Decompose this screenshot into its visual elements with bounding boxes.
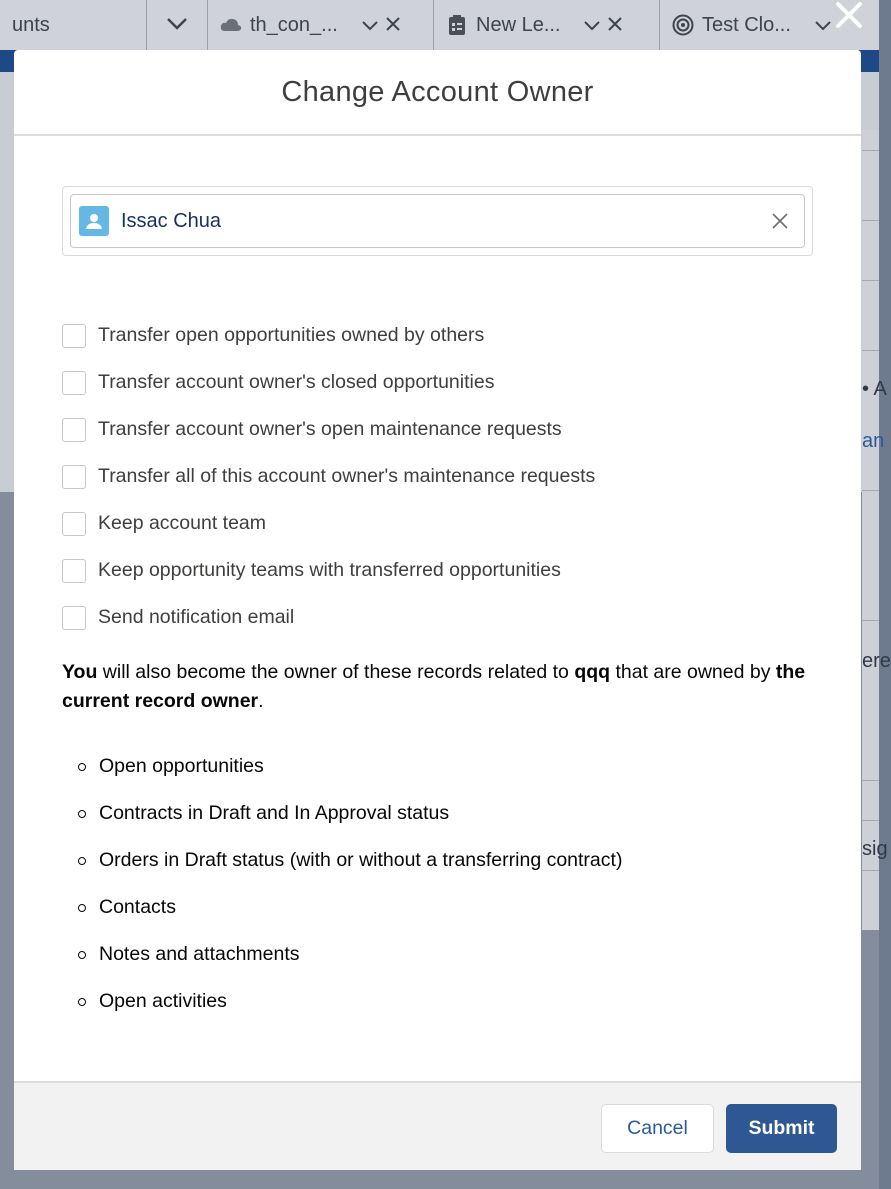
list-item-label: Contacts [99,896,176,918]
cloud-icon [220,14,242,36]
checkbox[interactable] [62,324,86,348]
clear-selection-button[interactable] [768,209,792,233]
option-label: Send notification email [98,606,295,628]
checkbox[interactable] [62,371,86,395]
modal-close-button[interactable] [832,0,866,32]
change-owner-modal [14,50,861,1170]
option-transfer-all-maintenance[interactable] [62,453,822,500]
tab-bar [0,0,879,50]
close-icon [834,0,864,30]
tab-label: New Le... [476,13,561,36]
background-right-panel [862,130,891,930]
note-text: that are owned by [610,661,776,683]
tab-label: th_con_... [250,13,338,36]
owner-lookup-value: Issac Chua [121,209,222,232]
owner-lookup-container [62,186,813,256]
cancel-button[interactable]: Cancel [601,1104,714,1153]
bullet-icon [78,998,86,1006]
option-label: Keep account team [98,512,267,534]
bullet-icon [78,763,86,771]
modal-footer [14,1081,861,1170]
checkbox[interactable] [62,465,86,489]
option-transfer-open-maintenance[interactable] [62,406,822,453]
checkbox[interactable] [62,418,86,442]
tab-label: unts [12,13,50,36]
modal-header [14,50,861,136]
list-item [78,884,818,931]
bullet-icon [78,857,86,865]
list-item-label: Contracts in Draft and In Approval status [99,802,450,824]
note-text: . [258,690,264,712]
tab-overflow-button[interactable] [147,0,208,50]
list-item-label: Open opportunities [99,755,264,777]
ownership-note [62,658,822,716]
list-item [78,931,818,978]
note-record-name: qqq [574,661,611,683]
close-icon[interactable] [608,15,622,36]
list-item-label: Open activities [99,990,227,1012]
option-transfer-open-opps-others[interactable] [62,312,822,359]
background-text: • A [862,378,887,400]
chevron-down-icon[interactable] [815,15,831,36]
chevron-down-icon [166,14,188,37]
background-text: ere [862,650,891,672]
chevron-down-icon[interactable] [362,15,378,36]
bullet-icon [78,810,86,818]
list-item [78,837,818,884]
option-label: Transfer account owner's open maintenance requests [98,418,562,440]
list-item-label: Notes and attachments [99,943,300,965]
list-item [78,743,818,790]
close-icon[interactable] [386,15,400,36]
list-item [78,978,818,1025]
bullet-icon [78,951,86,959]
transfer-options [62,312,822,641]
tab-accounts[interactable] [0,0,147,50]
related-records-list [78,743,818,1025]
option-send-notification-email[interactable] [62,594,822,641]
checkbox[interactable] [62,606,86,630]
option-transfer-closed-opps[interactable] [62,359,822,406]
owner-lookup-field[interactable] [70,194,805,248]
chevron-down-icon[interactable] [584,15,600,36]
option-label: Transfer account owner's closed opportunities [98,371,495,393]
target-icon [672,14,694,36]
tab-new-lead[interactable] [434,0,660,50]
background-link[interactable]: an [862,430,885,452]
option-label: Transfer open opportunities owned by others [98,324,485,346]
list-item-label: Orders in Draft status (with or without a transferring contract) [99,849,623,871]
note-you: You [62,661,98,683]
option-keep-account-team[interactable] [62,500,822,547]
close-icon [772,213,788,229]
clipboard-icon [446,14,468,36]
background-text: sig [862,838,888,860]
checkbox[interactable] [62,559,86,583]
note-current-owner: the current record owner [62,661,806,712]
tab-label: Test Clo... [702,13,791,36]
modal-title: Change Account Owner [281,75,594,108]
checkbox[interactable] [62,512,86,536]
option-label: Transfer all of this account owner's maintenance requests [98,465,596,487]
note-text: will also become the owner of these records related to [97,661,575,683]
submit-button[interactable]: Submit [726,1104,837,1153]
tab-th-con[interactable] [208,0,434,50]
option-label: Keep opportunity teams with transferred opportunities [98,559,561,581]
user-avatar-icon [79,206,109,236]
list-item [78,790,818,837]
bullet-icon [78,904,86,912]
option-keep-opportunity-teams[interactable] [62,547,822,594]
